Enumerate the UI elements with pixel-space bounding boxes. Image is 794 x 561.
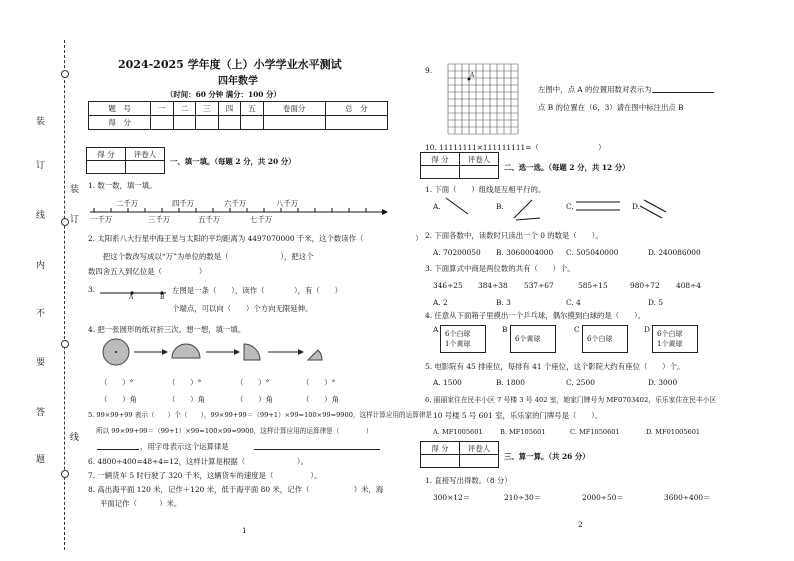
q8-line2: 平面记作（ ）米。: [100, 499, 182, 508]
score-input-cell[interactable]: [241, 116, 263, 130]
q1-label-bottom: 一千万: [90, 215, 113, 224]
s3q1-expr[interactable]: 210÷30＝: [504, 493, 542, 502]
s2q4-text: 4. 任意从下面箱子里摸出一个乒乓球，偶尔摸到白球的是（ ）。: [425, 311, 646, 320]
s2q2-text: 2. 下面各数中，读数时只读出一个 0 的数是（ ）。: [425, 231, 603, 240]
s2q3-expr: 408÷4: [676, 281, 702, 290]
q2-line1: 2. 太阳系八大行星中海王星与太阳的平均距离为 4497070000 千米，这个数读作（ ）: [88, 234, 423, 243]
q1-label-top: 八千万: [276, 199, 299, 208]
box-letter: B: [502, 325, 508, 334]
score-input-cell[interactable]: [218, 116, 240, 130]
q4-fold-figure: [102, 338, 332, 368]
ball-box-b[interactable]: [510, 325, 556, 353]
q5-answer-line[interactable]: [97, 449, 139, 450]
section2-title: 二、选一选。（每题 2 分，共 12 分）: [504, 163, 630, 172]
binding-char: 线: [36, 211, 46, 221]
ball-box-d[interactable]: [652, 325, 698, 353]
binding-char: 答: [36, 408, 46, 418]
q2-line2: 把这个数改写成以“万”为单位的数是（ ），把这个: [88, 252, 314, 261]
score-input-cell[interactable]: [325, 116, 387, 130]
score-box-input[interactable]: [87, 161, 126, 174]
q1-text: 1. 数一数，填一填。: [88, 181, 157, 190]
q5-line1: 5. 99×99+99 表示（ ）个（ ），99×99+99＝（99+1）×99=100×99=9900，这样计算应用的运算律是: [88, 411, 433, 419]
s2q6-line1: 6. 丽丽家住在民丰小区 7 号楼 3 号 402 室，她家门牌号为 MF0703402，乐乐家住在民丰小区: [425, 396, 717, 404]
q4-angle-type[interactable]: （ ）角: [100, 395, 137, 404]
s3q1-expr[interactable]: 300×12＝: [433, 493, 471, 502]
box-letter: A: [433, 325, 439, 334]
s2q3-expr: 537÷67: [524, 281, 554, 290]
s2q5-option[interactable]: C. 2500: [566, 378, 595, 387]
q4-angle-blank[interactable]: （ ）°: [100, 378, 134, 387]
q5-line2: 所以 99×99+99＝（99+1）×99=100×99=9900，这样计算应用的运算律是（ ）: [96, 427, 373, 435]
score-input-cell[interactable]: [196, 116, 218, 130]
box-letter: C: [574, 325, 580, 334]
score-box-label: 得 分: [421, 153, 460, 166]
binding-char: 题: [36, 455, 46, 465]
binding-char: 装: [36, 117, 46, 127]
score-table-cell: 四: [218, 102, 240, 116]
score-box-input[interactable]: [460, 166, 499, 179]
s2q2-option[interactable]: A. 70200050: [433, 248, 481, 257]
q3-point-label: B: [160, 294, 165, 301]
q1-number-line: [90, 205, 390, 219]
q4-angle-type[interactable]: （ ）角: [236, 395, 273, 404]
s2q6-option[interactable]: C. MF1050601: [570, 428, 620, 436]
s2q5-text: 5. 电影院有 45 排座位，每排有 41 个座位，这个影院大约有座位（ ）个。: [425, 362, 685, 371]
q4-angle-blank[interactable]: （ ）°: [236, 378, 270, 387]
binding-char: 内: [36, 261, 46, 271]
score-box-input[interactable]: [421, 166, 460, 179]
q3-line1: 左图是一条（ ），读作（ ），有（ ）: [172, 286, 342, 295]
s2q1-figures: [444, 196, 674, 226]
binding-hole: [61, 340, 69, 348]
q1-label-top: 二千万: [116, 199, 139, 208]
s2q3-option[interactable]: C. 4: [566, 298, 581, 307]
s2q6-line2: 10 号楼 5 号 601 室，乐乐家的门牌号是（ ）。: [433, 411, 603, 420]
box-line: 6个黄球: [515, 335, 541, 343]
q9-grid[interactable]: [438, 64, 530, 139]
box-letter: D: [644, 325, 650, 334]
s2q2-option[interactable]: D. 240086000: [648, 248, 701, 257]
q4-angle-blank[interactable]: （ ）°: [302, 378, 336, 387]
q2-line3: 数四舍五入到亿位是（ ）: [88, 267, 207, 276]
ball-box-a[interactable]: [440, 325, 486, 353]
score-box-label: 评卷人: [126, 148, 165, 161]
score-table-cell: 总 分: [325, 102, 387, 116]
q6-text: 6. 4800÷400=48÷4=12，这样计算是根据（ ）。: [88, 457, 308, 466]
score-box-label: 评卷人: [460, 153, 499, 166]
s2q3-option[interactable]: D. 5: [648, 298, 664, 307]
s3q1-expr[interactable]: 2000÷50＝: [582, 493, 624, 502]
s2q1-option[interactable]: C.: [566, 202, 574, 211]
s2q3-option[interactable]: B. 3: [496, 298, 511, 307]
box-line: 6个白球: [657, 330, 683, 338]
q1-label-bottom: 三千万: [148, 215, 171, 224]
box-line: 6个白球: [445, 330, 471, 338]
score-box-input[interactable]: [460, 455, 499, 468]
q9-line1: 左图中，点 A 的位置用数对表示为: [538, 85, 652, 94]
binding-char: 装: [70, 185, 80, 195]
binding-char: 订: [70, 215, 80, 225]
s2q1-option[interactable]: D.: [632, 202, 641, 211]
s2q1-text: 1. 下面（ ）组线是互相平行的。: [425, 185, 546, 194]
time-info: （时间：60 分钟 满分：100 分）: [166, 90, 281, 99]
subject-title: 四年数学: [218, 76, 258, 87]
s2q3-expr: 346÷25: [433, 281, 463, 290]
q10-text: 10. 11111111×111111111=（ ）: [425, 143, 606, 152]
binding-char: 线: [70, 433, 80, 443]
s2q5-option[interactable]: A. 1500: [433, 378, 462, 387]
grid-point-label: A: [470, 72, 475, 79]
score-box-label: 得 分: [421, 442, 460, 455]
score-table-cell: 三: [196, 102, 218, 116]
s2q2-option[interactable]: B. 3060004000: [496, 248, 554, 257]
score-box-label: 得 分: [87, 148, 126, 161]
s2q5-option[interactable]: D. 3000: [648, 378, 678, 387]
s3q1-expr[interactable]: 3600÷400＝: [664, 493, 711, 502]
score-input-cell[interactable]: [263, 116, 325, 130]
score-table-cell: 题 号: [89, 102, 151, 116]
score-table-cell: 五: [241, 102, 263, 116]
score-input-cell[interactable]: [173, 116, 195, 130]
section1-score-box: [86, 147, 165, 174]
q4-text: 4. 把一张圆形的纸对折三次。想一想，填一填。: [88, 325, 246, 334]
score-box-label: 评卷人: [460, 442, 499, 455]
score-box-input[interactable]: [126, 161, 165, 174]
section3-title: 三、算一算。（共 26 分）: [504, 452, 590, 461]
score-box-input[interactable]: [421, 455, 460, 468]
s2q6-option[interactable]: A. MF1005601: [433, 428, 483, 436]
q3-line2: 个端点，可以向（ ）个方向无限延伸。: [172, 304, 313, 313]
s2q6-option[interactable]: B. MF105601: [500, 428, 546, 436]
binding-char: 要: [36, 358, 46, 368]
box-line: 6个白球: [587, 335, 613, 343]
s3q1-text: 1. 直接写出得数。（8 分）: [425, 476, 512, 485]
q5-line3: ，用字母表示这个运算律是: [140, 442, 229, 451]
binding-char: 订: [36, 161, 46, 171]
page-number: 1: [242, 526, 247, 535]
q5-answer-line[interactable]: [254, 449, 380, 450]
score-table-cell: 二: [173, 102, 195, 116]
box-line: 1个黄球: [657, 340, 683, 348]
score-table-cell: 得 分: [89, 116, 151, 130]
q3-number: 3.: [88, 285, 96, 294]
q1-label-top: 四千万: [172, 199, 195, 208]
s2q1-option[interactable]: B.: [496, 202, 504, 211]
binding-hole: [61, 70, 69, 78]
s2q5-option[interactable]: B. 1800: [496, 378, 525, 387]
ball-box-c[interactable]: [582, 325, 628, 353]
section1-title: 一、填一填。（每题 2 分，共 20 分）: [170, 157, 296, 166]
q9-line2: 点 B 的位置在（6，3）请在图中标注出点 B: [538, 103, 684, 112]
s2q3-text: 3. 下面算式中商是两位数的共有（ ）个。: [425, 264, 575, 273]
score-input-cell[interactable]: [151, 116, 173, 130]
q4-angle-type[interactable]: （ ）角: [302, 395, 339, 404]
s2q3-expr: 980÷72: [630, 281, 660, 290]
score-table-cell: 卷面分: [263, 102, 325, 116]
q1-label-bottom: 五千万: [198, 215, 221, 224]
q9-answer-line[interactable]: [652, 92, 714, 93]
s2q3-option[interactable]: A. 2: [433, 298, 448, 307]
binding-hole: [61, 470, 69, 478]
binding-hole: [61, 218, 69, 226]
q4-angle-type[interactable]: （ ）角: [168, 395, 205, 404]
s2q1-option[interactable]: A.: [433, 202, 441, 211]
s2q3-expr: 384÷38: [478, 281, 508, 290]
score-table: [88, 101, 388, 130]
q7-text: 7. 一辆货车 5 时行驶了 320 千米，这辆货车的速度是（ ）。: [88, 471, 322, 480]
s2q6-option[interactable]: D. MF01005601: [646, 428, 701, 436]
q9-number: 9.: [425, 66, 433, 75]
box-line: 1个黄球: [445, 340, 471, 348]
q4-angle-blank[interactable]: （ ）°: [168, 378, 202, 387]
section3-score-box: [420, 441, 499, 468]
q1-label-top: 六千万: [224, 199, 247, 208]
s2q2-option[interactable]: C. 505040000: [566, 248, 619, 257]
q1-label-bottom: 七千万: [250, 215, 273, 224]
s2q3-expr: 585÷15: [578, 281, 608, 290]
q3-point-label: A: [129, 294, 134, 301]
page-title: 2024-2025 学年度（上）小学学业水平测试: [118, 58, 342, 71]
q8-line1: 8. 高出海平面 120 米，记作＋120 米，低于海平面 80 米，记作（ ）米，海: [88, 485, 384, 494]
binding-char: 不: [36, 309, 46, 319]
score-table-cell: 一: [151, 102, 173, 116]
page-number: 2: [578, 520, 583, 529]
section2-score-box: [420, 152, 499, 179]
